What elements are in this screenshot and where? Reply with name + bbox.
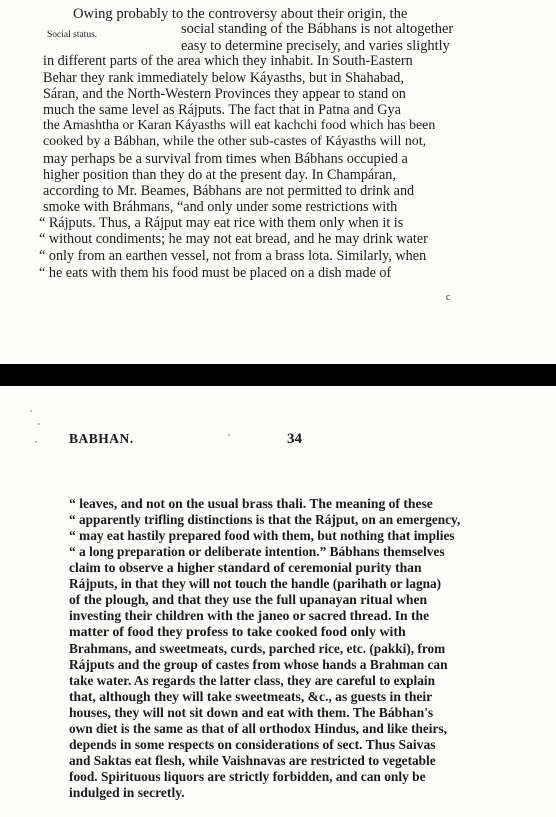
text-line: may perhaps be a survival from times when Bábhans occupied a: [43, 151, 408, 167]
text-line: “ may eat hastily prepared food with them, but nothing that implies: [69, 528, 455, 543]
text-line: Rájputs, in that they will not touch the handle (parihath or lagna): [69, 576, 442, 591]
text-line: and Saktas eat flesh, while Vaishnavas are restricted to vegetable: [69, 753, 436, 768]
scan-speck: [228, 434, 230, 436]
text-line: of the plough, and that they use the full upanayan ritual when: [69, 592, 428, 607]
margin-note: Social status.: [47, 30, 98, 40]
upper-page-fragment: [0, 0, 556, 364]
text-line: social standing of the Bábhans is not altogether: [181, 21, 454, 37]
text-line: houses, they will not sit down and eat with them. The Bábhan's: [69, 705, 434, 720]
text-line: claim to observe a higher standard of ceremonial purity than: [69, 560, 422, 575]
page-number: 34: [287, 431, 302, 447]
text-line: Owing probably to the controversy about their origin, the: [73, 6, 408, 22]
scan-speck: [30, 410, 32, 412]
text-line: investing their children with the janeo or sacred thread. In the: [69, 608, 430, 623]
text-line: Sáran, and the North-Western Provinces they appear to stand on: [43, 86, 406, 102]
text-line: according to Mr. Beames, Bábhans are not permitted to drink and: [43, 183, 415, 199]
text-line: that, although they will take sweetmeats, &c., as guests in their: [69, 689, 433, 704]
text-line: “ leaves, and not on the usual brass thali. The meaning of these: [69, 496, 433, 511]
text-line: take water. As regards the latter class, they are careful to explain: [69, 673, 435, 688]
text-line: in different parts of the area which they inhabit. In South-Eastern: [43, 53, 413, 69]
text-line: depends in some respects on considerations of sect. Thus Saivas: [69, 737, 436, 752]
stray-mark: c: [446, 292, 451, 303]
text-line: Behar they rank immediately below Káyasths, but in Shahabad,: [43, 70, 404, 86]
text-line: “ a long preparation or deliberate intention.” Bábhans themselves: [69, 544, 445, 559]
text-line: food. Spirituous liquors are strictly forbidden, and can only be: [69, 769, 426, 784]
text-line: “ apparently trifling distinctions is that the Rájput, on an emergency,: [69, 512, 461, 527]
text-line: own diet is the same as that of all orthodox Hindus, and like theirs,: [69, 721, 447, 736]
text-line: smoke with Bráhmans, “and only under some restrictions with: [43, 199, 398, 215]
text-line: the Amashtha or Karan Káyasths will eat kachchi food which has been: [43, 118, 436, 133]
text-line: higher position than they do at the present day. In Champáran,: [43, 167, 396, 183]
text-line: “ without condiments; he may not eat bread, and he may drink water: [39, 231, 428, 247]
page-divider-band: [0, 364, 556, 386]
running-title: BABHAN.: [69, 431, 134, 446]
text-line: cooked by a Bábhan, while the other sub-castes of Káyasths will not,: [43, 134, 427, 149]
text-line: indulged in secretly.: [69, 785, 185, 800]
page-34: [0, 386, 556, 817]
text-line: “ only from an earthen vessel, not from a brass lota. Similarly, when: [39, 248, 427, 264]
text-line: Brahmans, and sweetmeats, curds, parched rice, etc. (pakki), from: [69, 641, 446, 656]
scan-speck: [35, 441, 37, 443]
text-line: “ he eats with them his food must be placed on a dish made of: [39, 265, 392, 281]
scan-speck: [38, 423, 40, 425]
text-line: easy to determine precisely, and varies slightly: [181, 38, 450, 54]
text-line: much the same level as Rájputs. The fact that in Patna and Gya: [43, 102, 401, 118]
text-line: Rájputs and the group of castes from whose hands a Brahman can: [69, 657, 448, 672]
text-line: “ Rájputs. Thus, a Rájput may eat rice with them only when it is: [39, 215, 404, 231]
text-line: matter of food they profess to take cooked food only with: [69, 625, 406, 640]
